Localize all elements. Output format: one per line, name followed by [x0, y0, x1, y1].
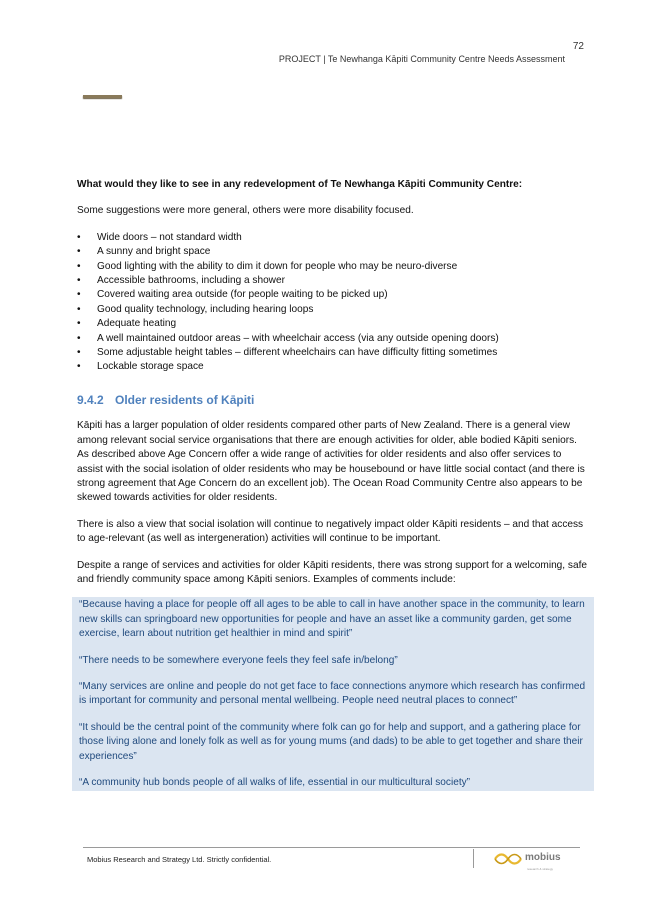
list-item: • Some adjustable height tables – different wheelchairs can have difficulty fitting sometimes [77, 346, 589, 360]
logo-tagline: research & strategy [527, 867, 554, 871]
list-item: • Wide doors – not standard width [77, 231, 589, 245]
body-paragraph: Despite a range of services and activities for older Kāpiti residents, there was strong support for a welcoming, safe and friendly community space among Kāpiti seniors. Examples of comments include: [77, 559, 587, 585]
quote: “It should be the central point of the community where folk can go for help and support, and a gathering place for those living alone and lonely folk as well as for young mums (and dads) to be able to get together and share their experiences” [79, 721, 583, 762]
list-item: • A well maintained outdoor areas – with wheelchair access (via any outside opening doors) [77, 332, 589, 346]
lead-question: What would they like to see in any redevelopment of Te Newhanga Kāpiti Community Centre: [77, 179, 523, 190]
logo-text: mobius [525, 852, 561, 863]
list-item: • Accessible bathrooms, including a shower [77, 274, 589, 288]
page-content [77, 172, 589, 791]
footer-text: Mobius Research and Strategy Ltd. Strictly confidential. [87, 855, 272, 864]
list-item: • Good lighting with the ability to dim it down for people who may be neuro-diverse [77, 260, 589, 274]
footer-divider [473, 849, 474, 868]
list-item: • A sunny and bright space [77, 245, 589, 259]
section-title: Older residents of Kāpiti [115, 392, 255, 407]
quote: “Because having a place for people off all ages to be able to call in have another space in the community, to learn new skills can springboard new opportunities for people and have an asset like a community garden, get some exercise, learn about nutrition get healthier in mind and spirit” [79, 599, 585, 640]
quote: “There needs to be somewhere everyone feels they feel safe in/belong” [79, 654, 398, 666]
list-item: • Good quality technology, including hearing loops [77, 303, 589, 317]
suggestions-list [77, 231, 589, 375]
list-item: • Lockable storage space [77, 360, 589, 374]
body-paragraph: Kāpiti has a larger population of older residents compared other parts of New Zealand. There is a general view among relevant social service organisations that there are enough activities for older, able bodied Kāpiti seniors. As described above Age Concern offer a wide range of activities for older residents and also offer services to assist with the social isolation of older residents who may be housebound or have little social contact (and there is strong agreement that Age Concern do an excellent job). The Ocean Road Community Centre also appears to be skewed towards activities for older residents. [77, 420, 585, 504]
logo-wordmark [525, 852, 561, 871]
section-heading [77, 393, 589, 407]
quote: “A community hub bonds people of all walks of life, essential in our multicultural society” [79, 777, 471, 788]
running-header: PROJECT | Te Newhanga Kāpiti Community Centre Needs Assessment [278, 54, 565, 64]
mobius-logo [493, 852, 561, 870]
quotes-box [72, 597, 594, 791]
intro-paragraph: Some suggestions were more general, others were more disability focused. [77, 205, 414, 217]
body-paragraph: There is also a view that social isolation will continue to negatively impact older Kāpiti residents – and that access to age-relevant (as well as intergeneration) activities will continue to be important. [77, 518, 584, 545]
list-item: • Adequate heating [77, 317, 589, 331]
section-number: 9.4.2 [77, 392, 104, 407]
mobius-logo-icon [493, 852, 523, 866]
list-item: • Covered waiting area outside (for people waiting to be picked up) [77, 288, 589, 302]
footer-rule [83, 847, 580, 848]
quote: “Many services are online and people do not get face to face connections anymore which research has confirmed is important for community and personal mental wellbeing. People need neutral places to connect” [79, 680, 586, 707]
header-decorative-rule [83, 95, 122, 98]
page-number: 72 [572, 41, 584, 52]
